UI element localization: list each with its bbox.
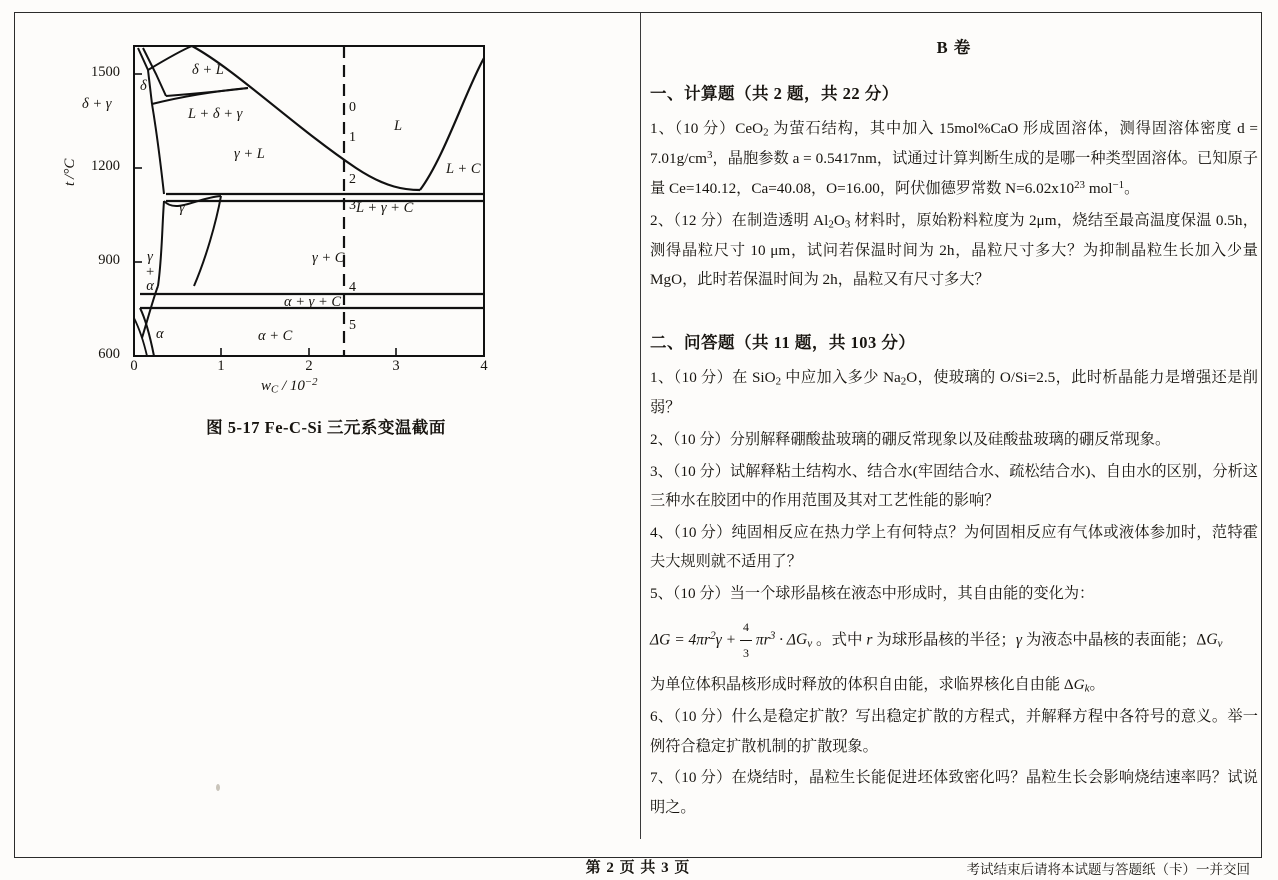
question-qa-3: 3、（10 分）试解释粘土结构水、结合水(牢固结合水、疏松结合水)、自由水的区别，分析这三种水在胶团中的作用范围及其对工艺性能的影响？ [650,462,1258,510]
section-gap [650,297,1258,317]
phase-delta-plus-gamma: δ + γ [82,96,112,112]
phase-diagram-figure [16,18,636,438]
figure-column [16,14,638,856]
section-heading-1: 一、计算题（共 2 题，共 22 分） [650,84,899,104]
phase-L-gamma-C: L + γ + C [356,200,414,216]
phase-alpha: α [156,326,164,342]
question-calc-1: 1、（10 分）CeO$_2$ 为萤石结构，其中加入 15mol%CaO 形成固溶体，测得固溶体密度 $d = 7.01g/cm^3$，晶胞参数 a = 0.5417nm，试通过计算判断生成的是哪一种类型固溶体。已知原子量 Ce=140.12，Ca=40.08，O=16.00，阿伏伽德罗常数 $N=6.02x10^{23}$ mol$^{-1}$。 [650,120,1258,198]
phase-delta-plus-L: δ + L [192,62,224,78]
phase-L-delta-gamma: L + δ + γ [188,106,243,122]
question-qa-7: 7、（10 分）在烧结时，晶粒生长能促进坯体致密化吗？晶粒生长会影响烧结速率吗？试说明之。 [650,769,1258,817]
question-qa-1: 1、（10 分）在 SiO$_2$ 中应加入多少 $Na_2O$，使玻璃的 O/Si=2.5，此时析晶能力是增强还是削弱？ [650,369,1258,417]
phase-delta: δ [140,78,147,94]
section-line-num-0: 0 [349,100,356,115]
question-qa-6: 6、（10 分）什么是稳定扩散？写出稳定扩散的方程式，并解释方程中各符号的意义。举一例符合稳定扩散机制的扩散现象。 [650,708,1258,755]
section-line-num-1: 1 [349,130,356,145]
figure-caption: 图 5-17 Fe-C-Si 三元系变温截面 [206,418,446,437]
column-divider [640,13,641,839]
phase-L-plus-C: L + C [446,161,481,177]
y-tick-1500: 1500 [91,64,120,80]
phase-gamma-plus-alpha: γ + α [145,249,155,294]
y-tick-1200: 1200 [91,158,120,174]
y-tick-900: 900 [98,252,120,268]
phase-gamma: γ [179,200,185,216]
x-tick-2: 2 [305,358,313,374]
x-tick-4: 4 [480,358,488,374]
x-axis-label: $w_C / 10^{-2}$ [261,376,318,396]
scan-speck [216,784,220,791]
page-number: 第 2 页 共 3 页 [585,860,691,876]
y-tick-600: 600 [98,346,120,362]
section-line-num-4: 4 [349,280,356,295]
page-footer [14,856,1262,878]
section-heading-2: 二、问答题（共 11 题，共 103 分） [650,333,916,353]
phase-alpha-plus-C: α + C [258,328,293,344]
formula-tail-text: 为单位体积晶核形成时释放的体积自由能，求临界核化自由能 $\Delta G_k$。 [650,676,1105,695]
section-line-num-5: 5 [349,318,356,333]
question-qa-4: 4、（10 分）纯固相反应在热力学上有何特点？为何固相反应有气体或液体参加时，范特霍夫大规则就不适用了？ [650,523,1258,571]
phase-gamma-plus-L: γ + L [234,146,265,162]
question-qa-5: 5、（10 分）当一个球形晶核在液态中形成时，其自由能的变化为： [650,585,1095,603]
exam-text-column [650,14,1258,856]
x-tick-0: 0 [130,358,138,374]
formula-delta-g: $\Delta G = 4\pi r^2\gamma$ + $\frac{4}{3}$ $\pi r^3 \cdot \Delta G_v$ 。式中 r 为球形晶核的半径；γ 为液态中晶核的表面能；$\Delta G_v$ [650,615,1258,666]
phase-alpha-gamma-C: α + γ + C [284,294,342,310]
phase-L: L [394,118,403,134]
x-tick-1: 1 [217,358,225,374]
y-axis-label: t /°C [62,158,78,186]
question-qa-2: 2、（10 分）分别解释硼酸盐玻璃的硼反常现象以及硅酸盐玻璃的硼反常现象。 [650,430,1171,448]
section-line-num-2: 2 [349,172,356,187]
x-tick-3: 3 [392,358,400,374]
paper-title: B 卷 [936,38,972,57]
phase-gamma-plus-C: γ + C [312,250,345,266]
section-line-num-3: 3 [349,198,356,213]
footer-notice: 考试结束后请将本试题与答题纸（卡）一并交回 [966,862,1250,877]
question-calc-2: 2、（12 分）在制造透明 $Al_2O_3$ 材料时，原始粉料粒度为 2μm，烧结至最高温度保温 0.5h，测得晶粒尺寸 10 μm，试问若保温时间为 2h，晶粒尺寸多大？为抑制晶粒生长加入少量 MgO，此时若保温时间为 2h，晶粒又有尺寸多大？ [650,211,1258,289]
